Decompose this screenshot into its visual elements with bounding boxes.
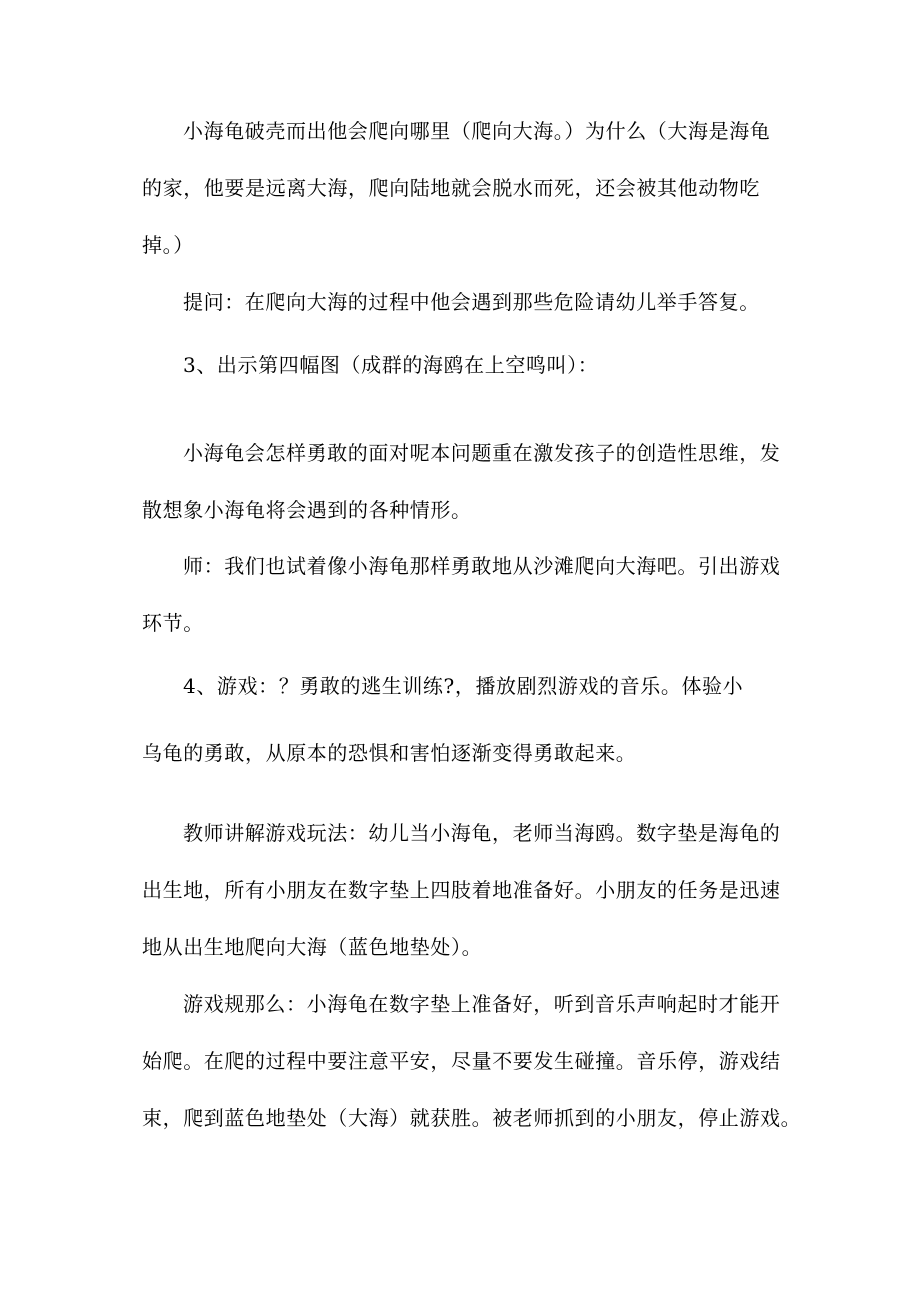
paragraph-line: 提问：在爬向大海的过程中他会遇到那些危险请幼儿举手答复。 — [183, 290, 760, 314]
section-heading: 4、游戏：？勇敢的逃生训练?，播放剧烈游戏的音乐。体验小 — [183, 674, 744, 698]
paragraph-line: 教师讲解游戏玩法：幼儿当小海龟，老师当海鸥。数字垫是海龟的 — [183, 821, 781, 845]
paragraph-line: 地从出生地爬向大海（蓝色地垫处）。 — [142, 935, 483, 959]
paragraph-line: 乌龟的勇敢，从原本的恐惧和害怕逐渐变得勇敢起来。 — [142, 741, 637, 765]
paragraph-line: 出生地，所有小朋友在数字垫上四肢着地准备好。小朋友的任务是迅速 — [142, 878, 781, 902]
paragraph-line: 环节。 — [142, 611, 204, 635]
paragraph-line: 掉。） — [142, 233, 194, 257]
paragraph-line: 束，爬到蓝色地垫处（大海）就获胜。被老师抓到的小朋友，停止游戏。 — [142, 1106, 802, 1130]
paragraph-line: 散想象小海龟将会遇到的各种情形。 — [142, 498, 472, 522]
paragraph-line: 始爬。在爬的过程中要注意平安，尽量不要发生碰撞。音乐停，游戏结 — [142, 1049, 781, 1073]
section-heading: 3、出示第四幅图（成群的海鸥在上空鸣叫）： — [183, 353, 599, 377]
paragraph-line: 的家，他要是远离大海，爬向陆地就会脱水而死，还会被其他动物吃 — [142, 176, 760, 200]
paragraph-line: 小海龟会怎样勇敢的面对呢本问题重在激发孩子的创造性思维，发 — [183, 441, 781, 465]
paragraph-line: 小海龟破壳而出他会爬向哪里（爬向大海。）为什么（大海是海龟 — [183, 119, 771, 143]
paragraph-line: 师：我们也试着像小海龟那样勇敢地从沙滩爬向大海吧。引出游戏 — [183, 554, 781, 578]
paragraph-line: 游戏规那么：小海龟在数字垫上准备好，听到音乐声响起时才能开 — [183, 992, 781, 1016]
